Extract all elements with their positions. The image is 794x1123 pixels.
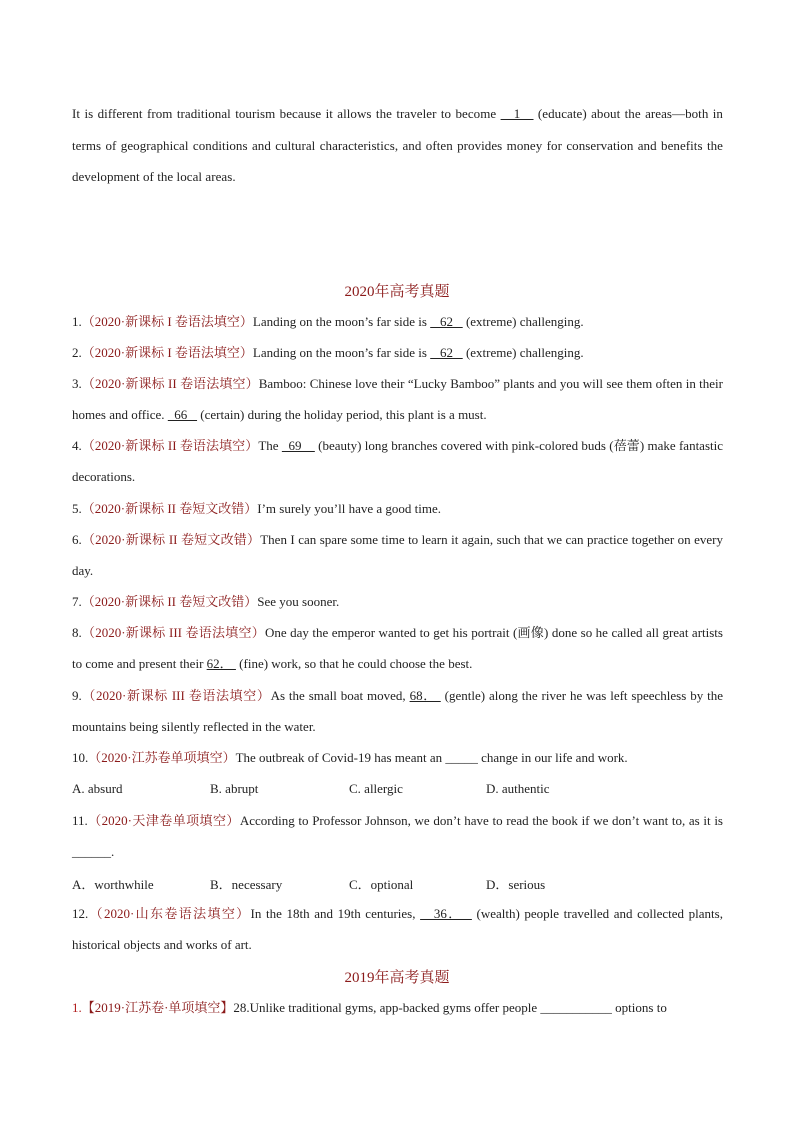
question-text: Landing on the moon’s far side is xyxy=(252,345,431,360)
question-number: 2. xyxy=(72,345,82,360)
question-source: （2020·新课标 I 卷语法填空） xyxy=(81,314,253,329)
intro-text-before: It is different from traditional tourism because it allows the traveler to become xyxy=(72,106,501,121)
question-6 xyxy=(72,524,723,587)
option-a: A．worthwhile xyxy=(72,877,154,892)
answer-blank: ___________ xyxy=(540,1000,612,1015)
intro-paragraph xyxy=(72,98,723,193)
question-source: （2020·新课标 II 卷短文改错） xyxy=(81,532,261,547)
question-source: 【2019·江苏卷·单项填空】 xyxy=(81,1000,234,1015)
intro-blank: 1 xyxy=(500,106,534,121)
question-text-after: . xyxy=(111,844,115,860)
question-10 xyxy=(72,742,723,773)
question-text: One day the emperor wanted to get his portrait (画像) done so he called all great artists to come and present their xyxy=(72,625,723,672)
intro-text-after: (educate) about the areas—both in terms of geographical conditions and cultural characteristics, and often provides money for conservation and benefits the development of the local areas. xyxy=(72,106,723,184)
question-number: 8. xyxy=(72,625,82,640)
question-number: 10. xyxy=(72,750,89,765)
question-text-after: (extreme) challenging. xyxy=(462,314,584,329)
answer-blank: 68． xyxy=(409,688,441,703)
answer-blank: _____ xyxy=(445,750,478,765)
question-5 xyxy=(72,493,723,524)
question-number: 4. xyxy=(72,438,82,453)
question-9 xyxy=(72,680,723,743)
question-text-after: (extreme) challenging. xyxy=(462,345,584,360)
option-d: D．serious xyxy=(486,877,546,892)
options-question-11 xyxy=(72,874,723,894)
question-text: As the small boat moved, xyxy=(270,688,410,703)
answer-blank: 62 xyxy=(430,345,463,360)
question-text-after: (beauty) long branches covered with pink-colored buds (蓓蕾) make fantastic decorations. xyxy=(72,438,724,485)
options-question-10 xyxy=(72,781,723,801)
question-number: 6. xyxy=(72,532,82,547)
question-text-after: (fine) work, so that he could choose the best. xyxy=(235,656,473,672)
question-4 xyxy=(72,430,723,493)
question-text-after: (gentle) along the river he was left speechless by the mountains being silently reflected in the water. xyxy=(72,688,723,735)
question-source: （2020·天津卷单项填空） xyxy=(87,813,240,828)
question-text-after: change in our life and work. xyxy=(477,750,628,765)
question-text: 28.Unlike traditional gyms, app-backed gyms offer people xyxy=(233,1000,541,1015)
question-source: （2020·新课标 I 卷语法填空） xyxy=(81,345,253,360)
answer-blank: ______ xyxy=(72,844,111,860)
question-number: 12. xyxy=(72,906,89,921)
question-number: 1. xyxy=(72,1000,82,1015)
question-text-after: (certain) during the holiday period, this plant is a must. xyxy=(197,407,487,423)
question-2 xyxy=(72,337,723,368)
question-3 xyxy=(72,368,723,431)
question-source: （2020·新课标 II 卷语法填空） xyxy=(81,376,259,391)
question-2019-1 xyxy=(72,992,723,1023)
question-7 xyxy=(72,586,723,617)
question-text: See you sooner. xyxy=(257,594,340,609)
question-number: 9. xyxy=(72,688,82,703)
question-text: Then I can spare some time to learn it again, such that we can practice together on every day. xyxy=(72,532,723,579)
answer-blank: 62． xyxy=(206,656,236,672)
question-source: （2020·江苏卷单项填空） xyxy=(88,750,236,765)
question-text: According to Professor Johnson, we don’t have to read the book if we don’t want to, as it is xyxy=(239,813,723,828)
option-c: C. allergic xyxy=(349,781,403,796)
question-number: 7. xyxy=(72,594,82,609)
question-source: （2020·新课标 II 卷语法填空） xyxy=(81,438,259,453)
option-d: D. authentic xyxy=(486,781,550,796)
question-source: （2020·新课标 II 卷短文改错） xyxy=(81,501,258,516)
option-a: A. absurd xyxy=(72,781,123,796)
question-text-after: (wealth) people travelled and collected plants, historical objects and works of art. xyxy=(72,906,723,953)
question-text: The outbreak of Covid-19 has meant an xyxy=(235,750,446,765)
question-number: 1. xyxy=(72,314,82,329)
option-b: B．necessary xyxy=(210,877,283,892)
question-number: 5. xyxy=(72,501,82,516)
question-number: 11. xyxy=(72,813,88,828)
section-heading-2019: 2019年高考真题 xyxy=(344,970,450,986)
answer-blank: 69 xyxy=(281,438,315,453)
option-c: C．optional xyxy=(349,877,414,892)
question-1 xyxy=(72,306,723,337)
answer-blank: 66 xyxy=(167,407,198,423)
question-text: Landing on the moon’s far side is xyxy=(252,314,431,329)
question-number: 3. xyxy=(72,376,82,391)
question-text: In the 18th and 19th centuries, xyxy=(250,906,421,921)
question-source: （2020·新课标 II 卷短文改错） xyxy=(81,594,258,609)
question-source: （2020·新课标 III 卷语法填空） xyxy=(81,625,265,640)
question-source: （2020·山东卷语法填空） xyxy=(88,906,251,921)
question-source: （2020·新课标 III 卷语法填空） xyxy=(81,688,271,703)
question-text: I’m surely you’ll have a good time. xyxy=(257,501,442,516)
question-8 xyxy=(72,617,723,680)
question-11 xyxy=(72,805,723,868)
option-b: B. abrupt xyxy=(210,781,259,796)
answer-blank: 36． xyxy=(420,906,472,921)
section-heading-2020: 2020年高考真题 xyxy=(344,284,450,300)
question-text: The xyxy=(258,438,282,453)
question-12 xyxy=(72,898,723,961)
answer-blank: 62 xyxy=(430,314,463,329)
question-text: Bamboo: Chinese love their “Lucky Bamboo” plants and you will see them often in their homes and office. xyxy=(72,376,723,423)
question-text-after: options to xyxy=(611,1000,667,1015)
